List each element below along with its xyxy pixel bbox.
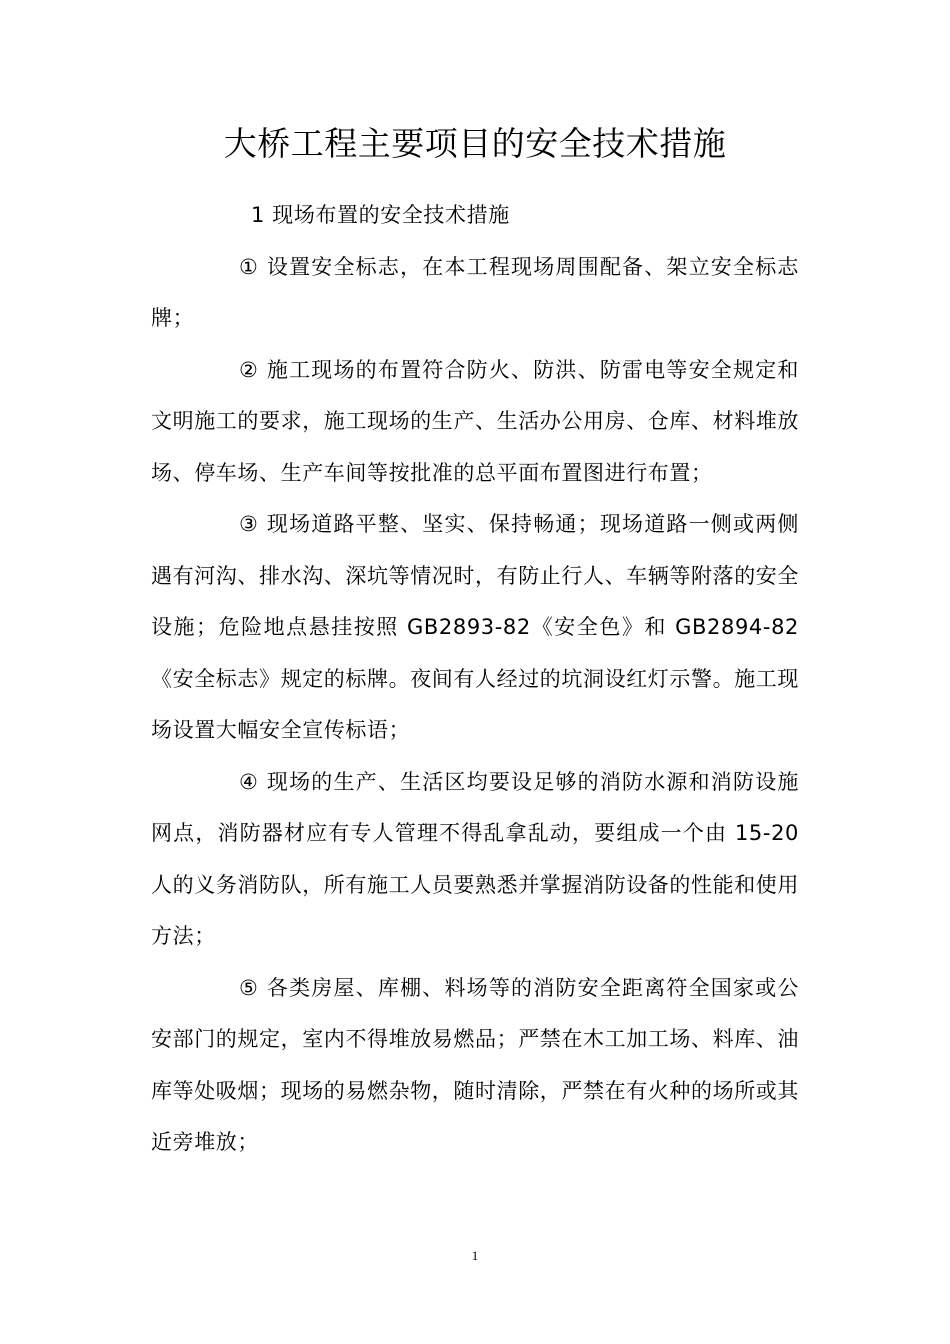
list-item: ⑤ 各类房屋、库棚、料场等的消防安全距离符全国家或公安部门的规定，室内不得堆放易燃品；严禁在木工加工场、料库、油库等处吸烟；现场的易燃杂物，随时清除，严禁在有火种的场所或其近旁堆放； bbox=[151, 975, 799, 1154]
list-item: ② 施工现场的布置符合防火、防洪、防雷电等安全规定和文明施工的要求，施工现场的生产、生活办公用房、仓库、材料堆放场、停车场、生产车间等按批准的总平面布置图进行布置； bbox=[151, 357, 799, 485]
page-number: 1 bbox=[471, 1248, 479, 1263]
section-heading: 1 现场布置的安全技术措施 bbox=[251, 203, 510, 227]
document-body bbox=[151, 190, 799, 1169]
document-title: 大桥工程主要项目的安全技术措施 bbox=[223, 124, 727, 163]
list-item: ① 设置安全标志，在本工程现场周围配备、架立安全标志牌； bbox=[151, 254, 799, 330]
list-item: ③ 现场道路平整、坚实、保持畅通；现场道路一侧或两侧遇有河沟、排水沟、深坑等情况时，有防止行人、车辆等附落的安全设施；危险地点悬挂按照 GB2893-82《安全色》和 GB2894-82《安全标志》规定的标牌。夜间有人经过的坑洞设红灯示警。施工现场设置大幅安全宣传标语； bbox=[151, 512, 799, 742]
list-item: ④ 现场的生产、生活区均要设足够的消防水源和消防设施网点，消防器材应有专人管理不得乱拿乱动，要组成一个由 15-20 人的义务消防队，所有施工人员要熟悉并掌握消防设备的性能和使用方法； bbox=[151, 769, 799, 948]
